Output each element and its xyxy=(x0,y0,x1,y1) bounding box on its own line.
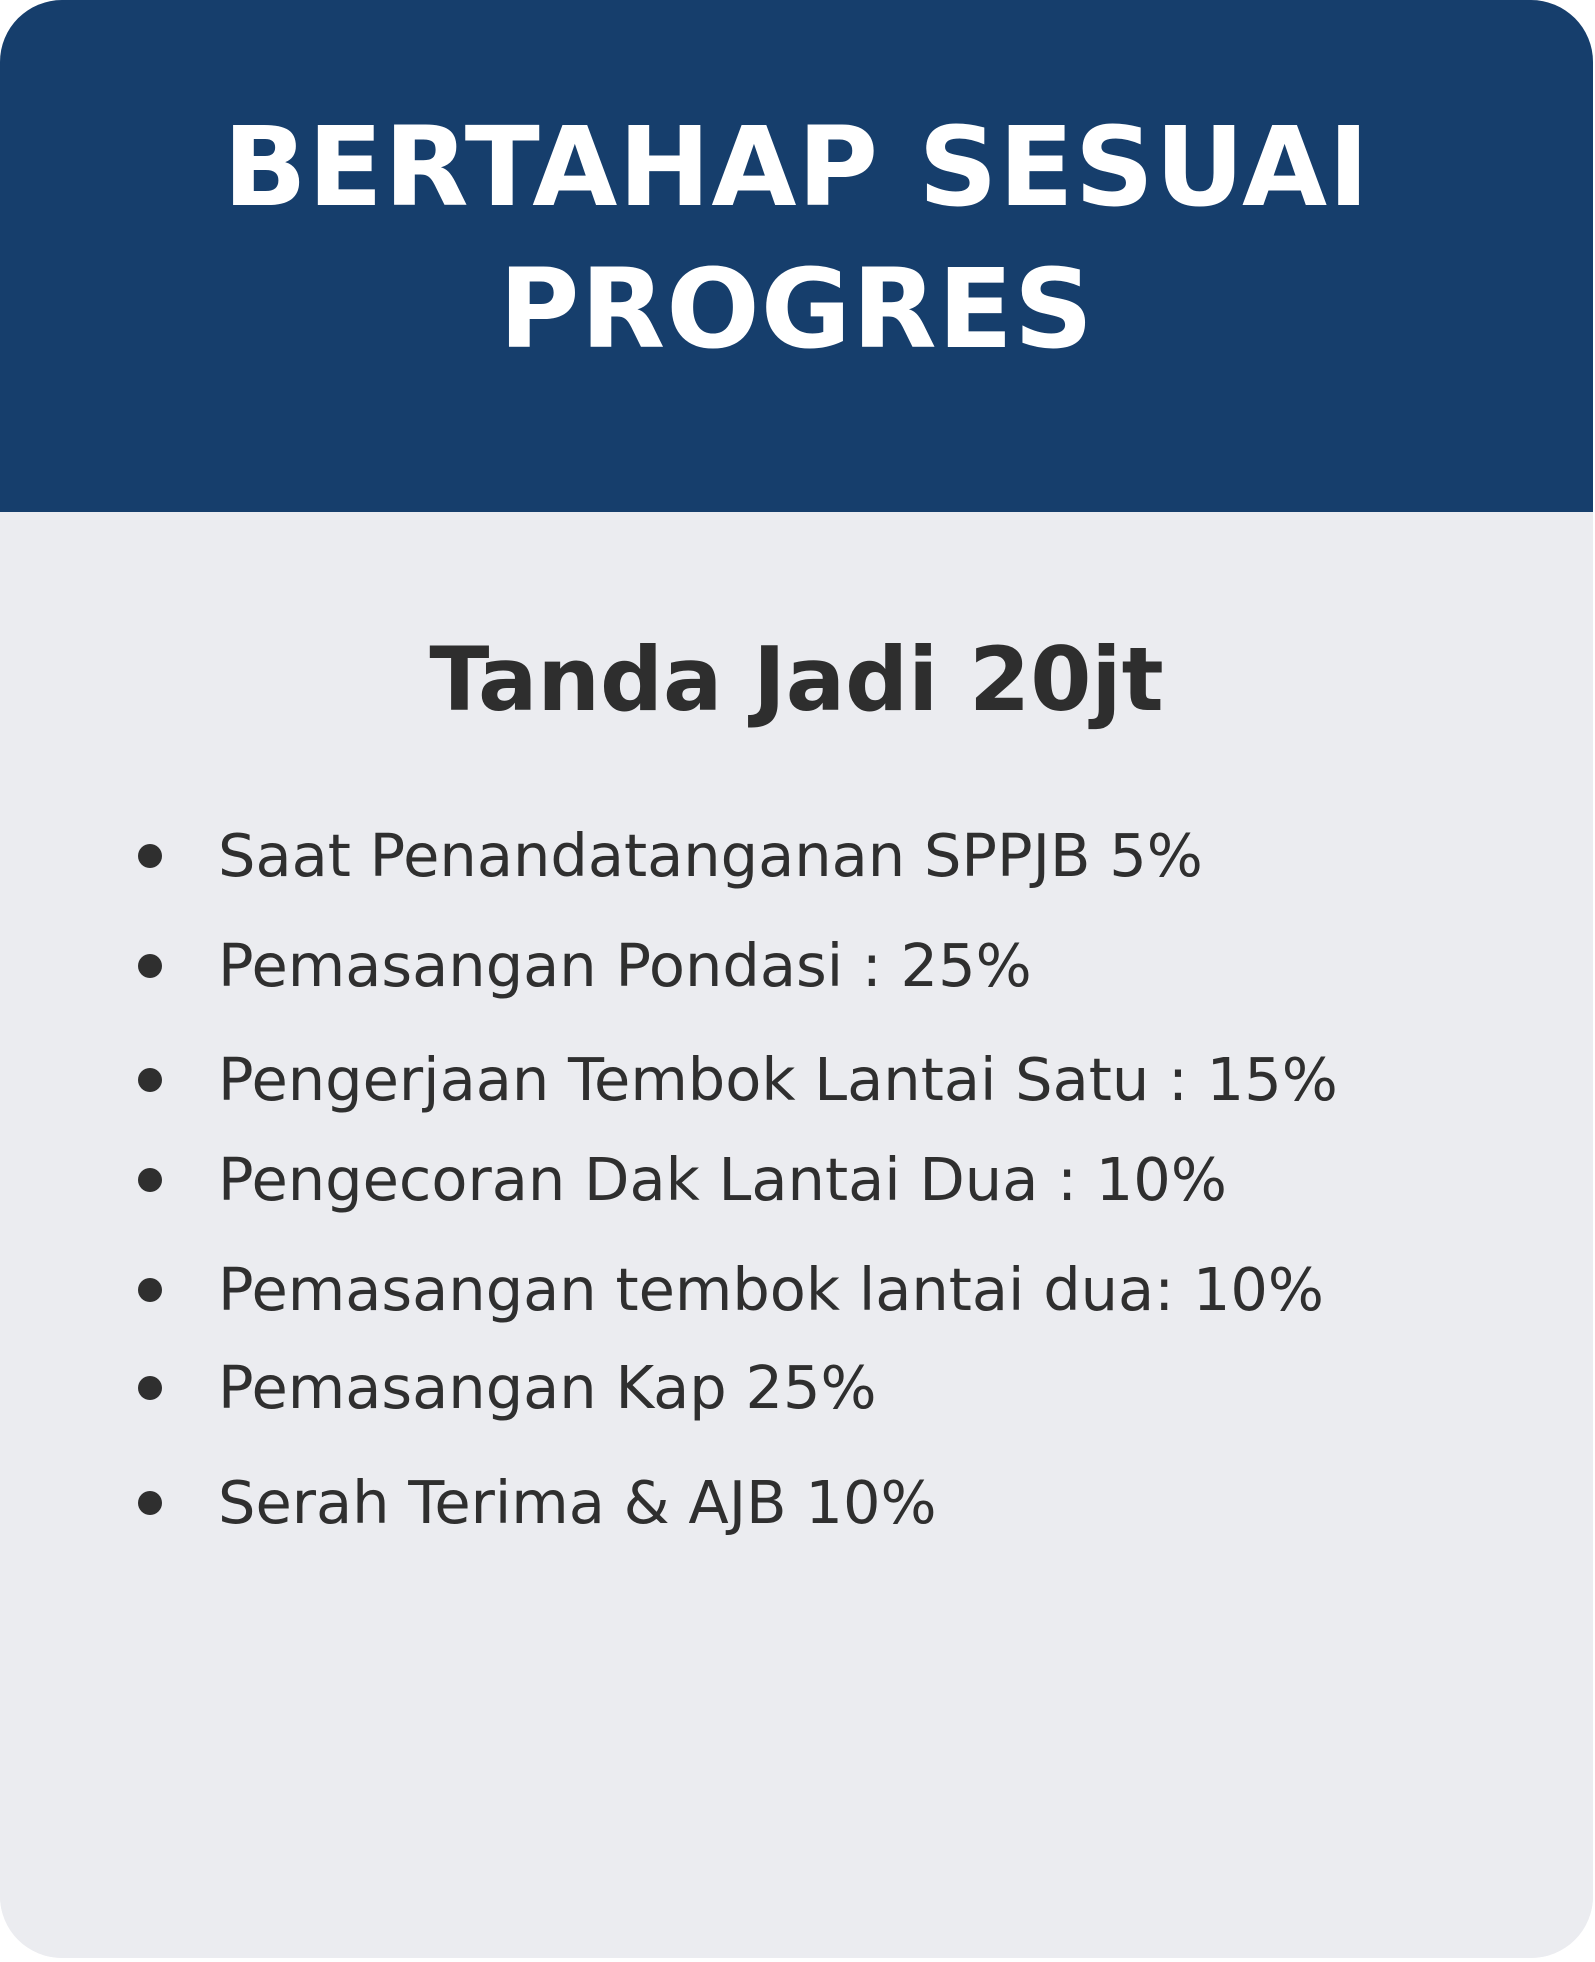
list-item xyxy=(138,1135,1227,1225)
card-title-line-2: PROGRES xyxy=(498,245,1095,373)
list-item-label: Pengecoran Dak Lantai Dua : 10% xyxy=(218,1145,1227,1214)
list-item xyxy=(138,811,1203,901)
list-item xyxy=(138,1343,877,1433)
list-item-label: Pemasangan Pondasi : 25% xyxy=(218,931,1032,1000)
bullet-icon xyxy=(138,1278,162,1302)
card-title xyxy=(0,96,1593,380)
list-item-label: Pemasangan tembok lantai dua: 10% xyxy=(218,1255,1324,1324)
list-item-label: Saat Penandatanganan SPPJB 5% xyxy=(218,821,1203,890)
list-item-label: Serah Terima & AJB 10% xyxy=(218,1468,937,1537)
list-item xyxy=(138,1245,1324,1335)
bullet-icon xyxy=(138,844,162,868)
bullet-icon xyxy=(138,954,162,978)
list-item-label: Pengerjaan Tembok Lantai Satu : 15% xyxy=(218,1045,1338,1114)
bullet-icon xyxy=(138,1376,162,1400)
bullet-icon xyxy=(138,1068,162,1092)
card-header xyxy=(0,0,1593,512)
bullet-icon xyxy=(138,1491,162,1515)
bullet-icon xyxy=(138,1168,162,1192)
card-title-line-1: BERTAHAP SESUAI xyxy=(222,103,1371,231)
down-payment-heading: Tanda Jadi 20jt xyxy=(429,628,1164,731)
list-item xyxy=(138,921,1032,1011)
list-item xyxy=(138,1458,937,1548)
list-item-label: Pemasangan Kap 25% xyxy=(218,1353,877,1422)
list-item xyxy=(138,1035,1338,1125)
card-body xyxy=(0,512,1593,1958)
